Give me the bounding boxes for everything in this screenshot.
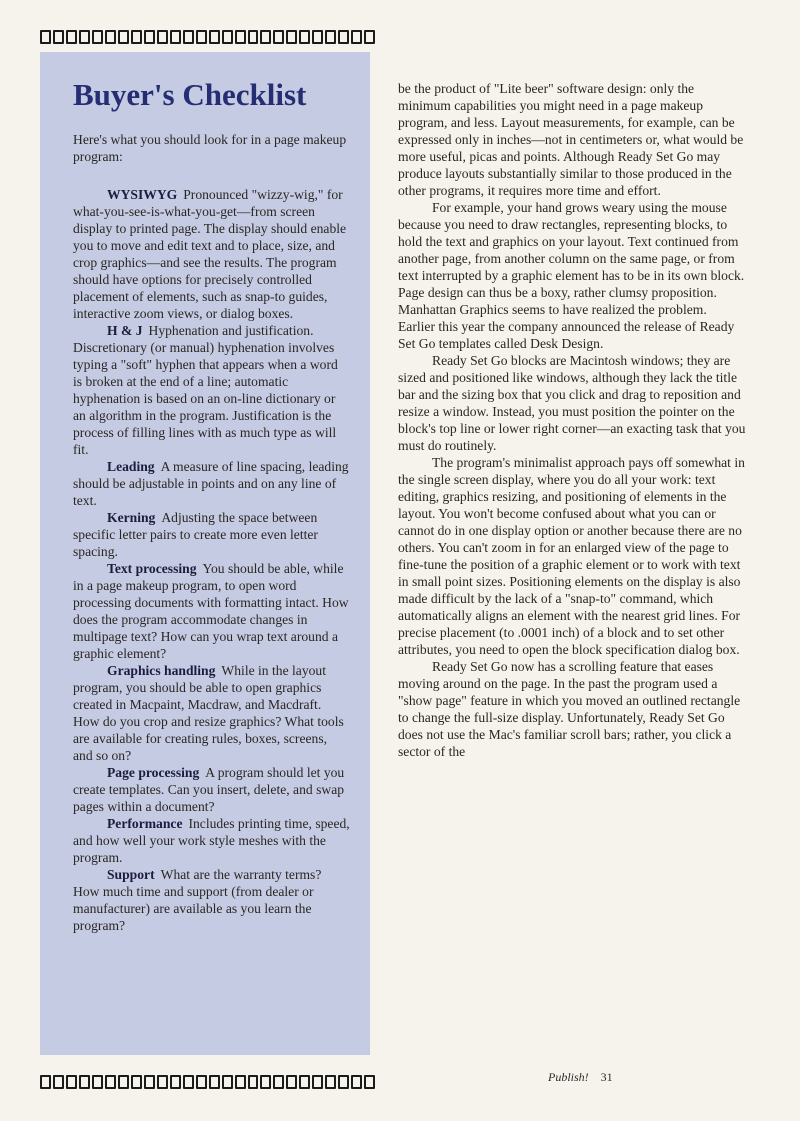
- border-square: [66, 1075, 77, 1089]
- border-square: [325, 1075, 336, 1089]
- border-square: [92, 30, 103, 44]
- sidebar-title: Buyer's Checklist: [73, 77, 307, 112]
- checklist-term: Support: [107, 867, 155, 883]
- body-paragraph: For example, your hand grows weary using the mouse because you need to draw rectangles, representing blocks, to hold the text and graphics on your layout. Text continued from another page, from another column on the same page, or from text interrupted by a graphic element has to be in its own block. Page design can thus be a boxy, rather clumsy proposition. Manhattan Graphics seems to have realized the problem. Earlier this year the company announced the release of Ready Set Go templates called Desk Design.: [398, 200, 745, 351]
- checklist-item: [73, 866, 350, 934]
- checklist-item: [73, 509, 350, 560]
- border-square: [325, 30, 336, 44]
- checklist-text: Pronounced "wizzy-wig," for what-you-see-is-what-you-get—from screen display to printed page. The display should enable you to move and edit text and to place, size, and crop graphics—and see the results. The program should have options for precisely controlled placement of elements, such as snap-to guides, interactive zoom views, or dialog boxes.: [73, 187, 347, 322]
- border-square: [144, 1075, 155, 1089]
- checklist-text: What are the warranty terms? How much time and support (from dealer or manufacturer) are available as you learn the program?: [73, 867, 322, 934]
- border-square: [338, 30, 349, 44]
- border-square: [273, 1075, 284, 1089]
- decorative-border-top: [40, 30, 375, 44]
- checklist-item: [73, 560, 350, 662]
- border-square: [312, 1075, 323, 1089]
- border-square: [170, 30, 181, 44]
- checklist-text: Includes printing time, speed, and how well your work style meshes with the program.: [73, 816, 350, 866]
- checklist-term: Page processing: [107, 765, 200, 781]
- checklist-text: Hyphenation and justification. Discretionary (or manual) hyphenation involves typing a "soft" hyphen that appears when a word is broken at the end of a line; automatic hyphenation is based on an on-line dictionary or an algorithm in the program. Justification is the process of filling lines with as much type as will fit.: [73, 323, 338, 458]
- checklist-text: Adjusting the space between specific letter pairs to create more even letter spacing.: [73, 510, 318, 560]
- checklist-item: [73, 764, 350, 815]
- border-square: [248, 1075, 259, 1089]
- border-square: [40, 1075, 51, 1089]
- border-square: [53, 30, 64, 44]
- border-square: [222, 30, 233, 44]
- checklist-item: [73, 458, 350, 509]
- checklist-text: While in the layout program, you should be able to open graphics created in Macpaint, Macdraw, and Macdraft. How do you crop and resize graphics? What tools are available for creating rules, boxes, screens, and so on?: [73, 663, 344, 764]
- border-square: [157, 1075, 168, 1089]
- border-square: [260, 1075, 271, 1089]
- border-square: [299, 1075, 310, 1089]
- border-square: [222, 1075, 233, 1089]
- border-square: [351, 1075, 362, 1089]
- checklist-text: You should be able, while in a page makeup program, to open word processing documents with formatting intact. How does the program accommodate changes in multipage text? How can you wrap text around a graphic element?: [73, 561, 349, 662]
- checklist-item: [73, 815, 350, 866]
- border-square: [196, 30, 207, 44]
- border-square: [144, 30, 155, 44]
- border-square: [248, 30, 259, 44]
- checklist-term: Text processing: [107, 561, 197, 577]
- border-square: [235, 1075, 246, 1089]
- border-square: [157, 30, 168, 44]
- checklist-term: H & J: [107, 323, 143, 339]
- body-paragraph: Ready Set Go now has a scrolling feature that eases moving around on the page. In the past the program used a "show page" feature in which you moved an outlined rectangle to change the full-size display. Unfortunately, Ready Set Go does not use the Mac's familiar scroll bars; rather, you click a sector of the: [398, 659, 741, 759]
- page-number: 31: [600, 1070, 613, 1084]
- border-square: [209, 1075, 220, 1089]
- border-square: [183, 30, 194, 44]
- border-square: [118, 1075, 129, 1089]
- border-square: [170, 1075, 181, 1089]
- border-square: [53, 1075, 64, 1089]
- sidebar-intro: Here's what you should look for in a page makeup program:: [73, 132, 347, 165]
- border-square: [183, 1075, 194, 1089]
- border-square: [364, 1075, 375, 1089]
- border-square: [131, 30, 142, 44]
- border-square: [92, 1075, 103, 1089]
- border-square: [338, 1075, 349, 1089]
- body-paragraph: The program's minimalist approach pays off somewhat in the single screen display, where you do all your work: text editing, graphics resizing, and positioning of elements in the layout. You won't become confused about what you can or cannot do in one display option or another because there are no others. You can't zoom in for an enlarged view of the page to fine-tune the position of a graphic element or to work with text in small point sizes. Positioning elements on the display is also made difficult by the lack of a "snap-to" command, which automatically aligns an element with the nearest grid lines. For precise placement (to .0001 inch) of a block and to set other attributes, you need to open the block specification dialog box.: [398, 455, 745, 657]
- checklist-text: A program should let you create templates. Can you insert, delete, and swap pages within a document?: [73, 765, 345, 815]
- border-square: [351, 30, 362, 44]
- border-square: [286, 30, 297, 44]
- border-square: [312, 30, 323, 44]
- border-square: [209, 30, 220, 44]
- checklist-items: [73, 186, 350, 934]
- checklist-text: A measure of line spacing, leading should be adjustable in points and on any line of text.: [73, 459, 349, 509]
- checklist-term: Performance: [107, 816, 183, 832]
- border-square: [105, 30, 116, 44]
- border-square: [273, 30, 284, 44]
- border-square: [299, 30, 310, 44]
- checklist-term: Leading: [107, 459, 155, 475]
- checklist-sidebar: [40, 52, 370, 1055]
- border-square: [235, 30, 246, 44]
- border-square: [105, 1075, 116, 1089]
- checklist-term: WYSIWYG: [107, 187, 178, 203]
- body-paragraph: be the product of "Lite beer" software design: only the minimum capabilities you might need in a page makeup program, and less. Layout measurements, for example, can be expressed only in inches—not in centimeters or, what would be more useful, picas and points. Although Ready Set Go may produce layouts substantially similar to those produced in the other programs, it requires more time and effort.: [398, 81, 744, 198]
- body-paragraph: Ready Set Go blocks are Macintosh windows; they are sized and positioned like windows, although they lack the title bar and the sizing box that you click and drag to reposition and resize a window. Instead, you must position the pointer on the block's top line or lower right corner—an exacting task that you must do routinely.: [398, 353, 746, 453]
- border-square: [286, 1075, 297, 1089]
- checklist-item: [73, 322, 350, 458]
- publication-name: Publish!: [548, 1070, 589, 1084]
- decorative-border-bottom: [40, 1075, 375, 1089]
- checklist-item: [73, 662, 350, 764]
- border-square: [66, 30, 77, 44]
- border-square: [40, 30, 51, 44]
- checklist-term: Graphics handling: [107, 663, 216, 679]
- checklist-item: [73, 186, 350, 322]
- border-square: [79, 30, 90, 44]
- border-square: [364, 30, 375, 44]
- article-body-column: [398, 80, 746, 760]
- border-square: [118, 30, 129, 44]
- border-square: [131, 1075, 142, 1089]
- border-square: [260, 30, 271, 44]
- checklist-term: Kerning: [107, 510, 156, 526]
- border-square: [79, 1075, 90, 1089]
- page-footer: [548, 1070, 613, 1085]
- border-square: [196, 1075, 207, 1089]
